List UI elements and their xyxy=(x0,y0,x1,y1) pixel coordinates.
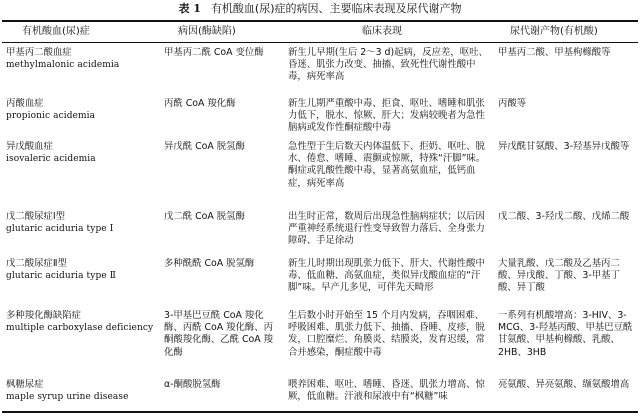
column-header-disease: 有机酸血(尿)症 xyxy=(22,26,90,37)
row-3-name-cn: 戊二酸尿症Ⅰ型 xyxy=(6,211,66,222)
row-6-urine: 亮氨酸、异亮氨酸、缬氨酸增高 xyxy=(498,379,630,390)
row-4-urine: 大量乳酸、戊二酸及乙基丙二酸、异戊酸、丁酸、3-甲基丁酸、异丁酸 xyxy=(498,258,620,294)
row-4-clinical: 新生儿时期出现肌张力低下、肝大、代谢性酸中毒、低血糖、高氨血症，类似异戊酸血症的“汗脚”味。早产儿多见，可伴先天畸形 xyxy=(288,258,485,294)
row-6-name-en: maple syrup urine disease xyxy=(6,392,129,402)
top-rule xyxy=(2,20,638,22)
row-5-name-en: multiple carboxylase deficiency xyxy=(6,323,154,333)
row-6-cause: α-酮酸脱氢酶 xyxy=(164,379,221,390)
row-0-name-cn: 甲基丙二酸血症 xyxy=(6,47,72,58)
table-caption xyxy=(0,2,640,16)
bottom-rule xyxy=(2,411,638,413)
row-6-name-cn: 枫糖尿症 xyxy=(6,379,44,390)
table-title: 有机酸血(尿)症的病因、主要临床表现及尿代谢产物 xyxy=(210,2,462,15)
column-header-clinical: 临床表现 xyxy=(362,26,402,37)
row-2-clinical: 急性型于生后数天内体温低下、拒奶、呕吐、脱水、倦怠、嗜睡、震颤或惊厥，特殊“汗脚”味。酮症或乳酸性酸中毒，显著高氨血症，低钙血症，病死率高 xyxy=(288,141,486,189)
row-4-cause: 多种酰酰 CoA 脱氢酶 xyxy=(164,258,255,269)
row-3-name-en: glutaric aciduria type Ⅰ xyxy=(6,224,114,234)
row-2-name-cn: 异戊酸血症 xyxy=(6,141,53,152)
row-5-clinical: 生后数小时开始至 15 个月内发病，吞咽困难、呼吸困难、肌张力低下、抽搐、昏睡、皮疹，脱发，口腔糜烂、角膜炎、结膜炎，发育迟缓，常合并感染，酮症酸中毒 xyxy=(288,310,485,358)
column-header-urine: 尿代谢产物(有机酸) xyxy=(510,26,598,37)
header-rule xyxy=(2,42,638,43)
row-1-cause: 丙酰 CoA 羧化酶 xyxy=(164,98,236,109)
row-0-clinical: 新生儿早期(生后 2～3 d)起病，反应差，呕吐、昏迷、肌张力改变、抽搐、致死性代谢性酸中毒，病死率高 xyxy=(288,47,488,83)
row-1-urine: 丙酸等 xyxy=(498,98,527,109)
row-5-name-cn: 多种羧化酶缺陷症 xyxy=(6,310,82,321)
row-3-cause: 戊二酰 CoA 脱氢酶 xyxy=(164,211,245,222)
row-1-name-cn: 丙酸血症 xyxy=(6,98,44,109)
column-header-cause: 病因(酶缺陷) xyxy=(178,26,236,37)
row-3-clinical: 出生时正常，数周后出现急性脑病症状；以后因严重神经系统退行性变导致智力落后、全身张力障碍、手足徐动 xyxy=(288,211,485,247)
row-4-name-cn: 戊二酸尿症Ⅱ型 xyxy=(6,258,67,269)
row-2-name-en: isovaleric acidemia xyxy=(6,154,96,164)
row-1-clinical: 新生儿期严重酸中毒、拒食、呕吐、嗜睡和肌张力低下，脱水、惊厥、肝大；发病较晚者为急性脑病或发作性酮症酸中毒 xyxy=(288,98,485,134)
table-number: 表 1 xyxy=(178,2,201,15)
row-2-urine: 异戊酰甘氨酸、3-羟基异戊酸等 xyxy=(498,141,630,152)
row-3-urine: 戊二酸、3-羟戊二酸、戊烯二酸 xyxy=(498,211,630,222)
row-5-cause: 3-甲基巴豆酰 CoA 羧化酶、丙酰 CoA 羧化酶、丙酮酸羧化酶、乙酰 CoA 羧化酶 xyxy=(164,310,274,358)
row-1-name-en: propionic acidemia xyxy=(6,111,96,121)
row-0-name-en: methylmalonic acidemia xyxy=(6,60,120,70)
row-2-cause: 异戊酰 CoA 脱氢酶 xyxy=(164,141,245,152)
row-0-urine: 甲基丙二酸、甲基枸橼酸等 xyxy=(498,47,611,58)
row-0-cause: 甲基丙二酰 CoA 变位酶 xyxy=(164,47,264,58)
row-4-name-en: glutaric aciduria type Ⅱ xyxy=(6,271,116,281)
row-5-urine: 一系列有机酸增高：3-HIV、3-MCG、3-羟基丙酸、甲基巴豆酰甘氨酸、甲基枸橼酸、乳酸、2HB、3HB xyxy=(498,310,633,358)
row-6-clinical: 喂养困难、呕吐、嗜睡、昏迷、肌张力增高、惊厥，低血糖。汗液和尿液中有“枫糖”味 xyxy=(288,379,485,403)
